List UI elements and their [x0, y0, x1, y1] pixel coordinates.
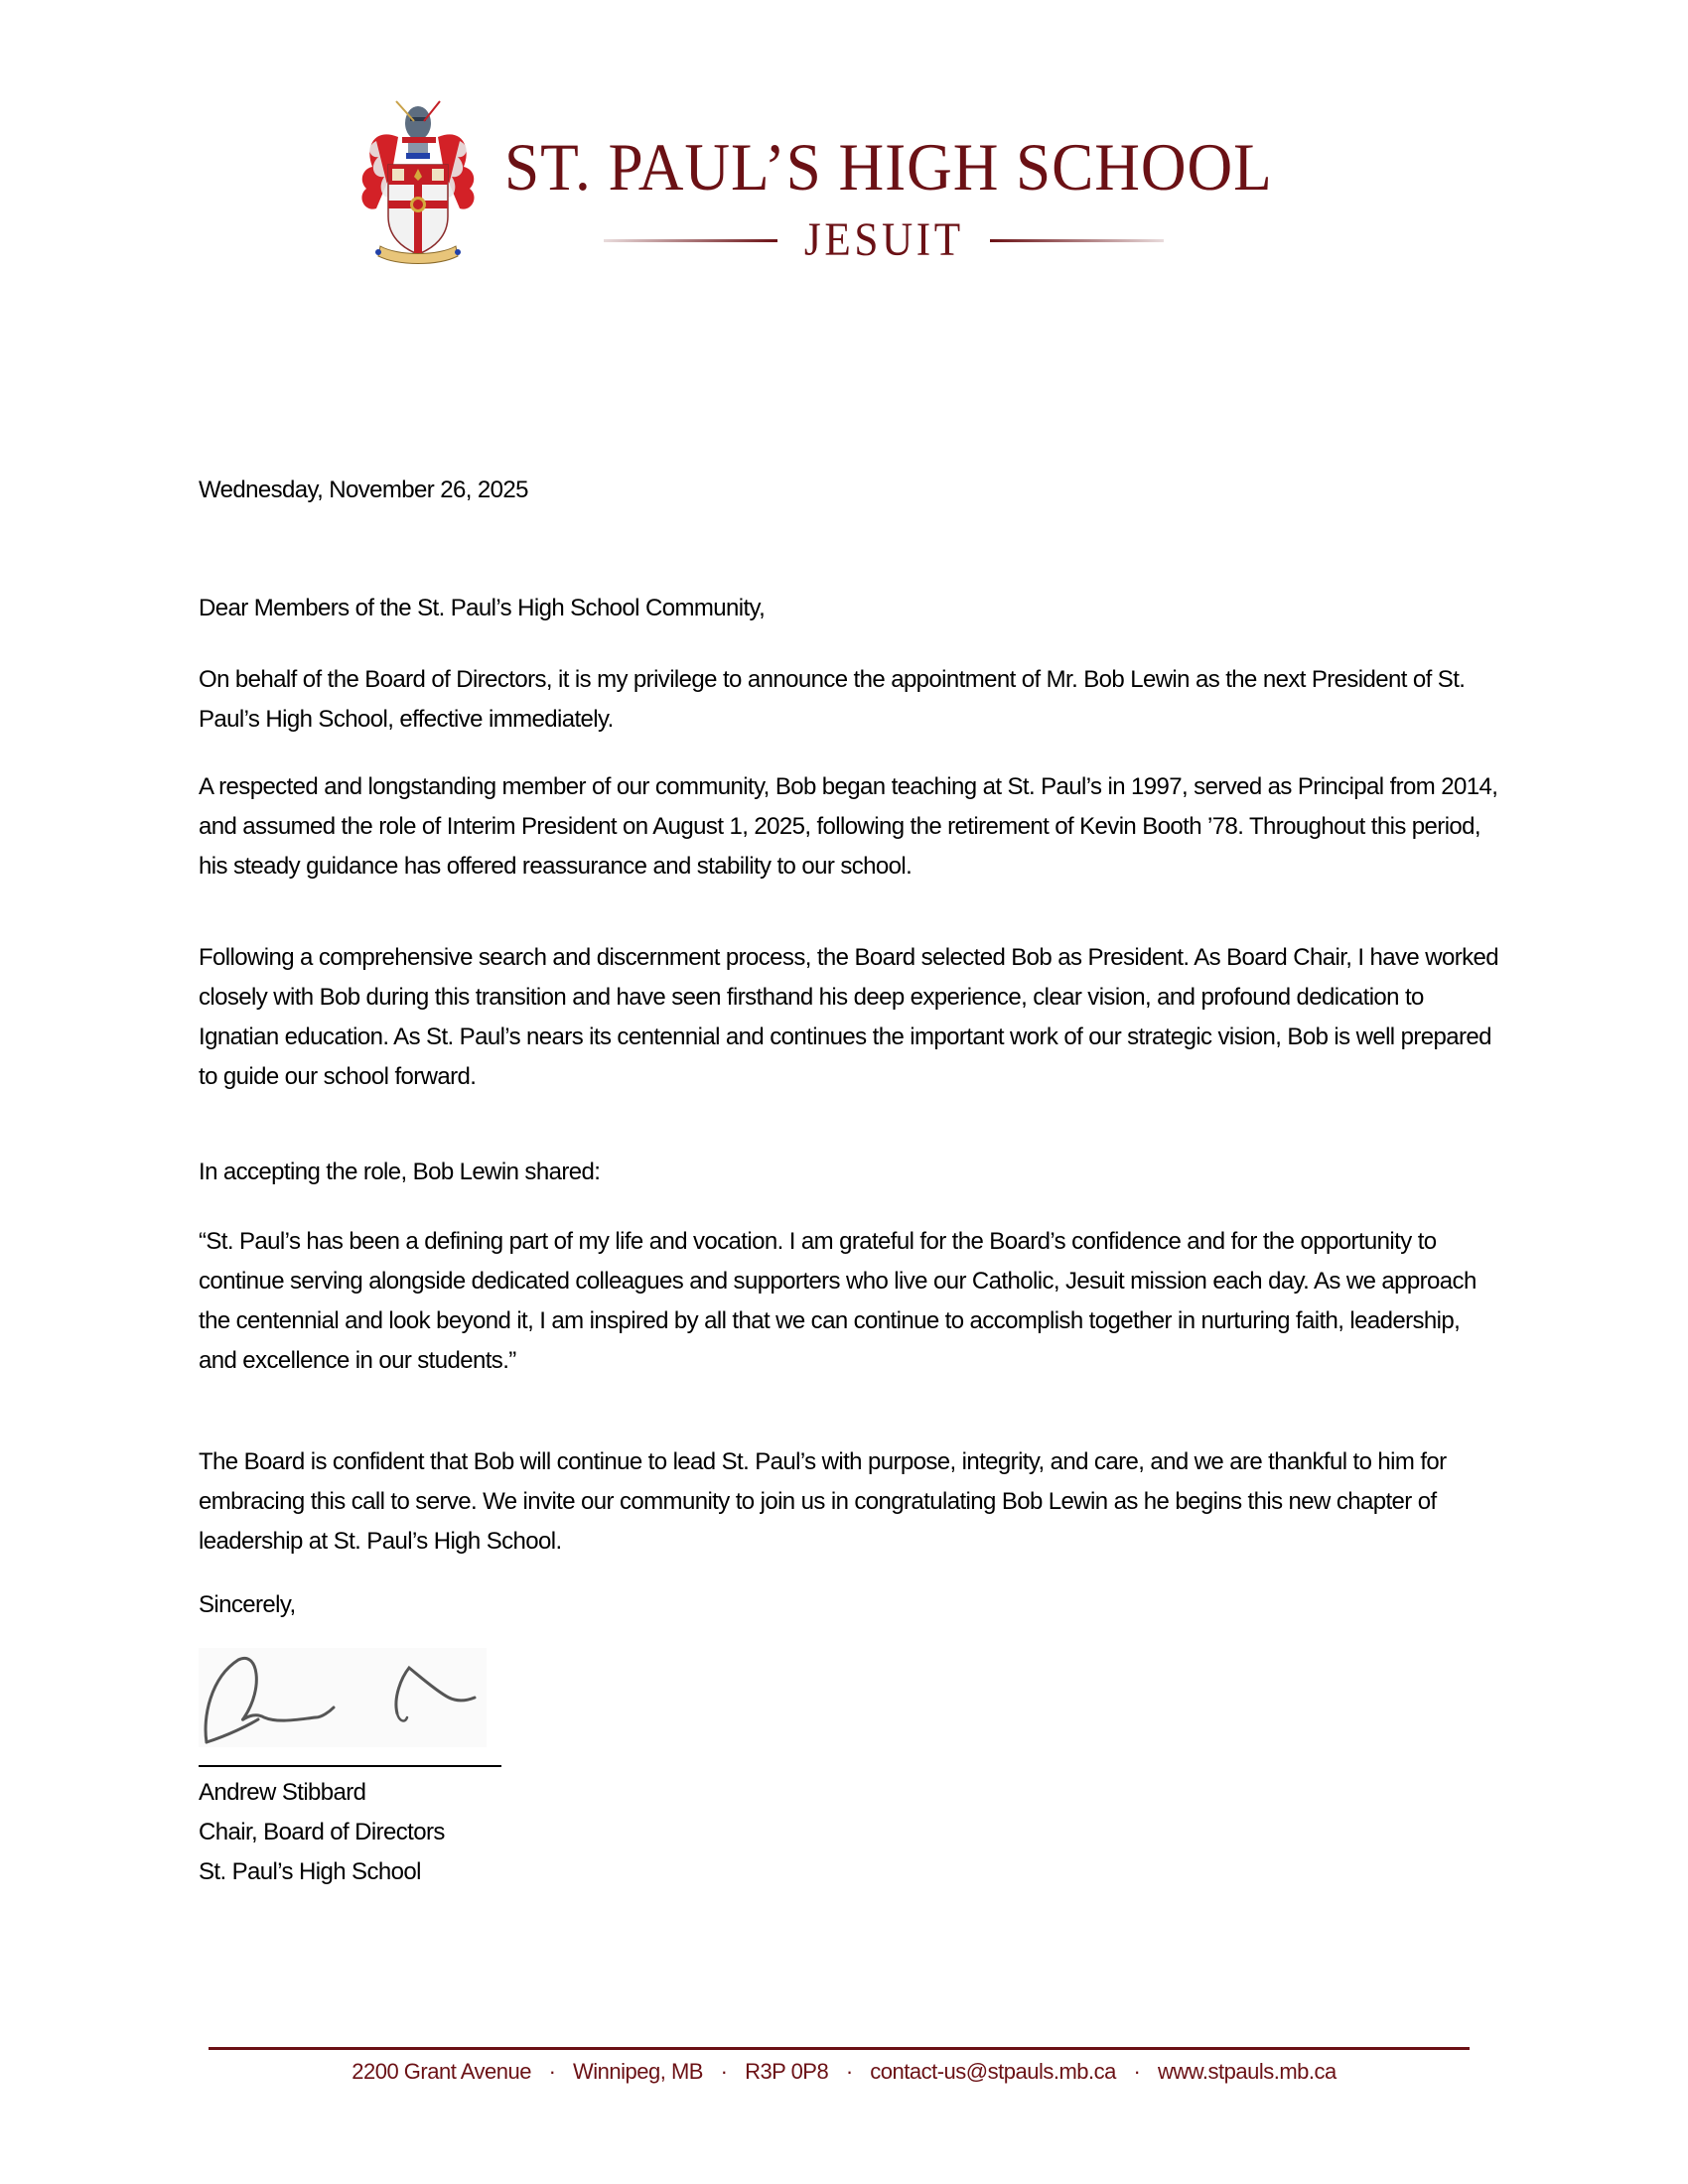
paragraph-4: In accepting the role, Bob Lewin shared: [199, 1159, 601, 1185]
footer-postal-code: R3P 0P8 [745, 2059, 829, 2084]
paragraph-3: Following a comprehensive search and discernment process, the Board selected Bob as President. As Board Chair, I have worked closely with Bob during this transition and have seen firsthand his deep experience, clear vision, and profound dedication to Ignatian education. As St. Paul’s nears its centennial and continues the important work of our strategic vision, Bob is well prepared to guide our school forward. [199, 944, 1499, 1090]
signature-icon [199, 1648, 487, 1749]
school-name: ST. PAUL’S HIGH SCHOOL [504, 129, 1273, 205]
paragraph-2: A respected and longstanding member of our community, Bob began teaching at St. Paul’s in 1997, served as Principal from 2014, and assumed the role of Interim President on August 1, 2025, following the retirement of Kevin Booth ’78. Throughout this period, his steady guidance has offered reassurance and stability to our school. [199, 773, 1498, 880]
subtitle-row [596, 212, 1172, 268]
decorative-rule-right [990, 239, 1164, 242]
paragraph-6: The Board is confident that Bob will continue to lead St. Paul’s with purpose, integrity, and care, and we are thankful to him for embracing this call to serve. We invite our community to join us in congratulating Bob Lewin as he begins this new chapter of leadership at St. Paul’s High School. [199, 1448, 1447, 1555]
school-subtitle: JESUIT [803, 213, 964, 266]
footer-separator: · [548, 2059, 556, 2084]
footer-email-link[interactable]: contact-us@stpauls.mb.ca [870, 2059, 1116, 2084]
footer-separator: · [1133, 2059, 1141, 2084]
signer-name: Andrew Stibbard [199, 1779, 366, 1806]
closing: Sincerely, [199, 1591, 296, 1618]
footer-contact [199, 2055, 1489, 2089]
decorative-rule-left [604, 239, 777, 242]
footer-separator: · [845, 2059, 853, 2084]
signature-line [199, 1765, 501, 1767]
footer-address: 2200 Grant Avenue [352, 2059, 531, 2084]
quote-paragraph: “St. Paul’s has been a defining part of my life and vocation. I am grateful for the Board’s confidence and for the opportunity to continue serving alongside dedicated colleagues and supporters who live our Catholic, Jesuit mission each day. As we approach the centennial and look beyond it, I am inspired by all that we can continue to accomplish together in nurturing faith, leadership, and excellence in our students.” [199, 1228, 1477, 1374]
footer-rule [209, 2047, 1470, 2050]
footer-website-link[interactable]: www.stpauls.mb.ca [1157, 2059, 1336, 2084]
signer-title: Chair, Board of Directors [199, 1819, 445, 1845]
school-crest-icon [354, 97, 482, 266]
footer-separator: · [720, 2059, 728, 2084]
salutation: Dear Members of the St. Paul’s High School Community, [199, 595, 766, 621]
paragraph-1: On behalf of the Board of Directors, it is my privilege to announce the appointment of Mr. Bob Lewin as the next President of St. Paul’s High School, effective immediately. [199, 666, 1466, 733]
signer-organization: St. Paul’s High School [199, 1858, 421, 1885]
letter-date: Wednesday, November 26, 2025 [199, 477, 528, 503]
footer-city: Winnipeg, MB [573, 2059, 703, 2084]
